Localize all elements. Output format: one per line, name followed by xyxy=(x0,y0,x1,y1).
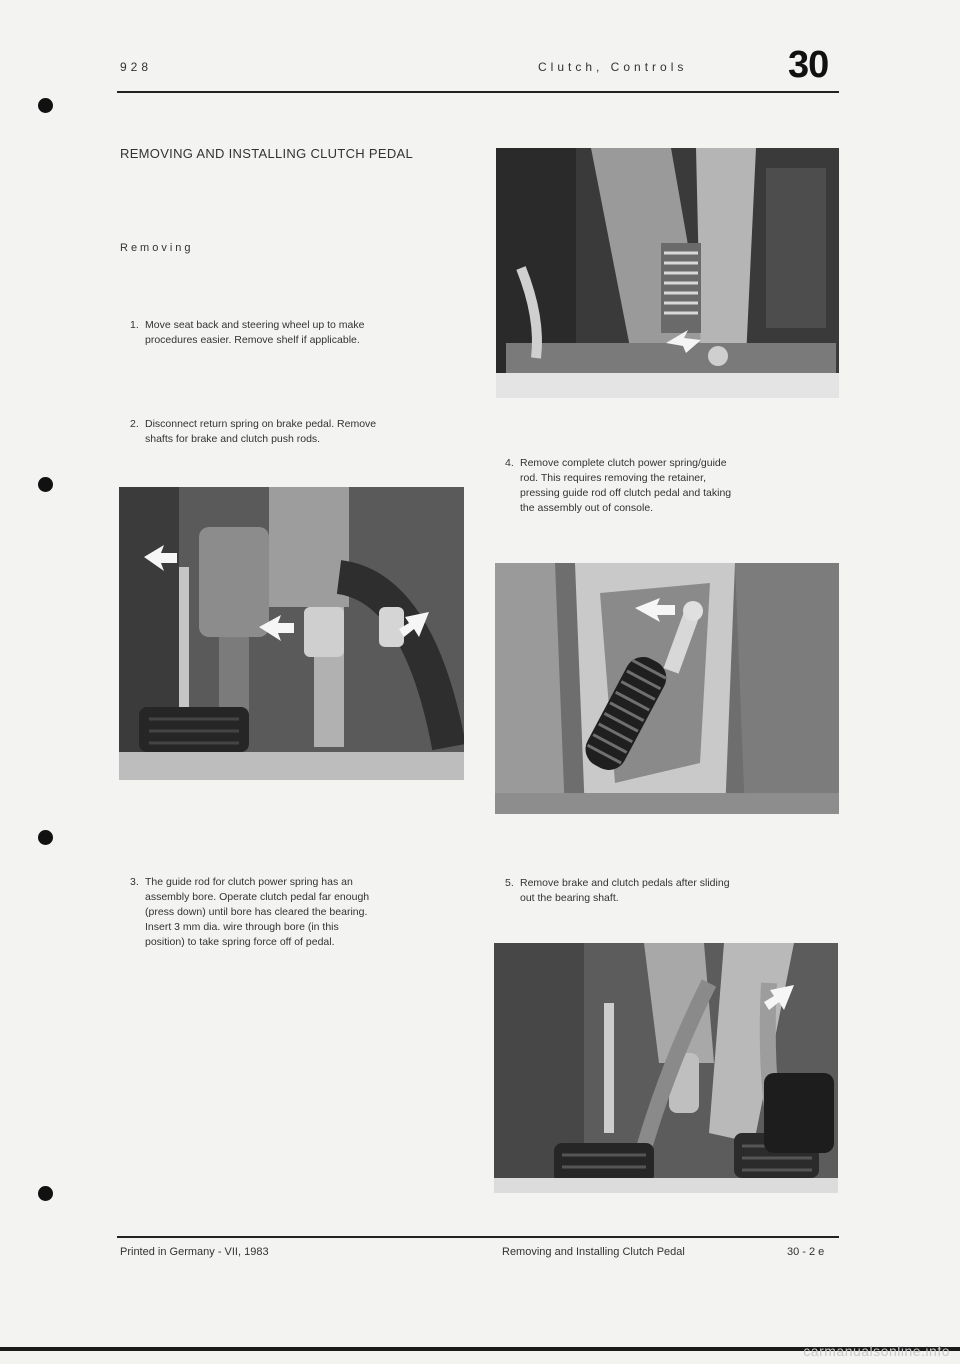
section-number: 30 xyxy=(788,44,829,86)
step-line: Move seat back and steering wheel up to make xyxy=(145,319,365,331)
photo-guide-rod-boot xyxy=(495,563,839,814)
step-number: 3. xyxy=(130,876,139,888)
step-1 xyxy=(130,318,470,350)
photo-clutch-spring-overview xyxy=(496,148,839,398)
photo-brake-clutch-pedals xyxy=(494,943,838,1193)
page-number: 30 - 2 e xyxy=(787,1246,825,1258)
step-number: 4. xyxy=(505,457,514,469)
binder-hole xyxy=(38,830,53,845)
model-label: 928 xyxy=(120,60,153,74)
step-line: assembly bore. Operate clutch pedal far enough xyxy=(145,891,370,903)
watermark: carmanualsonline.info xyxy=(803,1343,950,1359)
step-number: 5. xyxy=(505,877,514,889)
binder-hole xyxy=(38,98,53,113)
binder-hole xyxy=(38,1186,53,1201)
header-rule xyxy=(117,91,839,93)
step-line: position) to take spring force off of pedal. xyxy=(145,936,335,948)
step-line: out the bearing shaft. xyxy=(520,892,619,904)
footer-rule xyxy=(117,1236,839,1238)
step-number: 2. xyxy=(130,418,139,430)
step-4 xyxy=(505,456,835,520)
step-line: the assembly out of console. xyxy=(520,502,654,514)
step-line: Remove complete clutch power spring/guide xyxy=(520,457,727,469)
section-subhead: Removing xyxy=(120,242,194,254)
step-line: shafts for brake and clutch push rods. xyxy=(145,433,321,445)
page-title: REMOVING AND INSTALLING CLUTCH PEDAL xyxy=(120,146,414,161)
binder-hole xyxy=(38,477,53,492)
step-2 xyxy=(130,417,475,449)
step-line: rod. This requires removing the retainer, xyxy=(520,472,706,484)
step-line: Disconnect return spring on brake pedal. Remove xyxy=(145,418,377,430)
step-line: The guide rod for clutch power spring has an xyxy=(145,876,353,888)
section-title: Clutch, Controls xyxy=(538,60,688,74)
step-line: Insert 3 mm dia. wire through bore (in this xyxy=(145,921,339,933)
photo-brake-pedal-shafts xyxy=(119,487,464,780)
step-line: (press down) until bore has cleared the bearing. xyxy=(145,906,368,918)
step-5 xyxy=(505,876,835,908)
step-line: pressing guide rod off clutch pedal and taking xyxy=(520,487,732,499)
step-number: 1. xyxy=(130,319,139,331)
footer-topic: Removing and Installing Clutch Pedal xyxy=(502,1246,685,1258)
step-line: procedures easier. Remove shelf if applicable. xyxy=(145,334,360,346)
step-line: Remove brake and clutch pedals after sliding xyxy=(520,877,730,889)
print-info: Printed in Germany - VII, 1983 xyxy=(120,1246,269,1258)
step-3 xyxy=(130,875,475,955)
